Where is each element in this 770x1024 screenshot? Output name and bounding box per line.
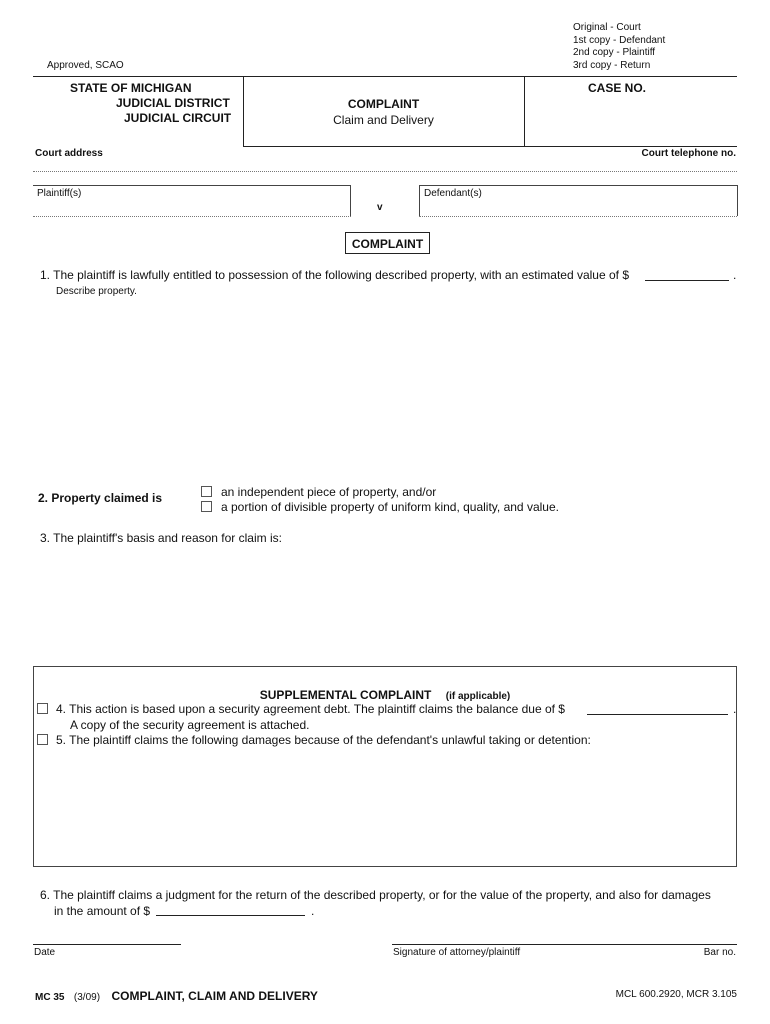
copy-third: 3rd copy - Return bbox=[573, 59, 651, 71]
form-number: MC 35 bbox=[35, 992, 65, 1003]
judicial-district: JUDICIAL DISTRICT bbox=[116, 96, 230, 110]
item6-line2: in the amount of $ bbox=[54, 904, 151, 918]
copy-original: Original - Court bbox=[573, 22, 641, 33]
footer-title: COMPLAINT, CLAIM AND DELIVERY bbox=[111, 989, 318, 1003]
item1-text: 1. The plaintiff is lawfully entitled to possession of the following described property, with an estimated value of $ bbox=[40, 268, 629, 282]
item5-text: 5. The plaintiff claims the following damages because of the defendant's unlawful taking or detention: bbox=[56, 733, 591, 747]
court-address-rule bbox=[33, 171, 737, 172]
item6-amount-field[interactable] bbox=[156, 915, 305, 916]
item6-line1: 6. The plaintiff claims a judgment for the return of the described property, or for the value of the property, and also for damages bbox=[40, 888, 711, 902]
item4-line2: A copy of the security agreement is attached. bbox=[70, 718, 310, 732]
item1-value-field[interactable] bbox=[645, 280, 729, 281]
item6-period: . bbox=[311, 904, 315, 918]
date-label: Date bbox=[34, 947, 56, 958]
court-telephone-label: Court telephone no. bbox=[641, 148, 736, 159]
form-subtitle: Claim and Delivery bbox=[333, 113, 434, 127]
item4-text: 4. This action is based upon a security agreement debt. The plaintiff claims the balance due of $ bbox=[56, 702, 565, 716]
date-field[interactable] bbox=[33, 944, 181, 945]
header-divider-right bbox=[524, 76, 525, 146]
item4-balance-field[interactable] bbox=[587, 714, 728, 715]
approved-scao: Approved, SCAO bbox=[47, 60, 124, 71]
judicial-circuit: JUDICIAL CIRCUIT bbox=[124, 111, 232, 125]
header-bottom-rule bbox=[243, 146, 737, 147]
independent-property-checkbox[interactable] bbox=[201, 486, 212, 497]
header-top-rule bbox=[33, 76, 737, 77]
describe-property-label: Describe property. bbox=[56, 286, 137, 297]
defendant-bottom-rule bbox=[419, 216, 737, 217]
supplemental-title: SUPPLEMENTAL COMPLAINT bbox=[259, 688, 432, 702]
independent-property-label: an independent piece of property, and/or bbox=[221, 485, 437, 499]
item3-text: 3. The plaintiff's basis and reason for claim is: bbox=[40, 531, 282, 545]
form-title: COMPLAINT bbox=[347, 97, 420, 111]
copy-distribution bbox=[573, 22, 665, 72]
item5-checkbox[interactable] bbox=[37, 734, 48, 745]
divisible-property-checkbox[interactable] bbox=[201, 501, 212, 512]
copy-first: 1st copy - Defendant bbox=[573, 34, 666, 46]
divisible-property-label: a portion of divisible property of uniform kind, quality, and value. bbox=[221, 500, 559, 514]
footer-authority: MCL 600.2920, MCR 3.105 bbox=[615, 989, 737, 1000]
plaintiff-bottom-rule bbox=[33, 216, 351, 217]
signature-label: Signature of attorney/plaintiff bbox=[393, 947, 521, 958]
supplemental-note: (if applicable) bbox=[445, 691, 511, 702]
item2-label: 2. Property claimed is bbox=[38, 491, 163, 505]
copy-second: 2nd copy - Plaintiff bbox=[573, 47, 656, 59]
case-no-field[interactable] bbox=[526, 96, 736, 144]
form-revision: (3/09) bbox=[73, 992, 101, 1003]
defendant-label: Defendant(s) bbox=[424, 188, 482, 199]
item1-period: . bbox=[733, 268, 737, 282]
complaint-heading: COMPLAINT bbox=[345, 232, 430, 254]
state-of-michigan: STATE OF MICHIGAN bbox=[70, 81, 192, 95]
court-address-label: Court address bbox=[35, 148, 103, 159]
bar-no-label: Bar no. bbox=[703, 947, 736, 958]
header-divider-left bbox=[243, 76, 244, 146]
item4-checkbox[interactable] bbox=[37, 703, 48, 714]
versus-label: v bbox=[377, 202, 383, 213]
signature-field[interactable] bbox=[392, 944, 737, 945]
form-footer bbox=[35, 987, 318, 1005]
item4-period: . bbox=[733, 702, 737, 716]
case-no-label: CASE NO. bbox=[588, 81, 647, 95]
plaintiff-label: Plaintiff(s) bbox=[37, 188, 82, 199]
